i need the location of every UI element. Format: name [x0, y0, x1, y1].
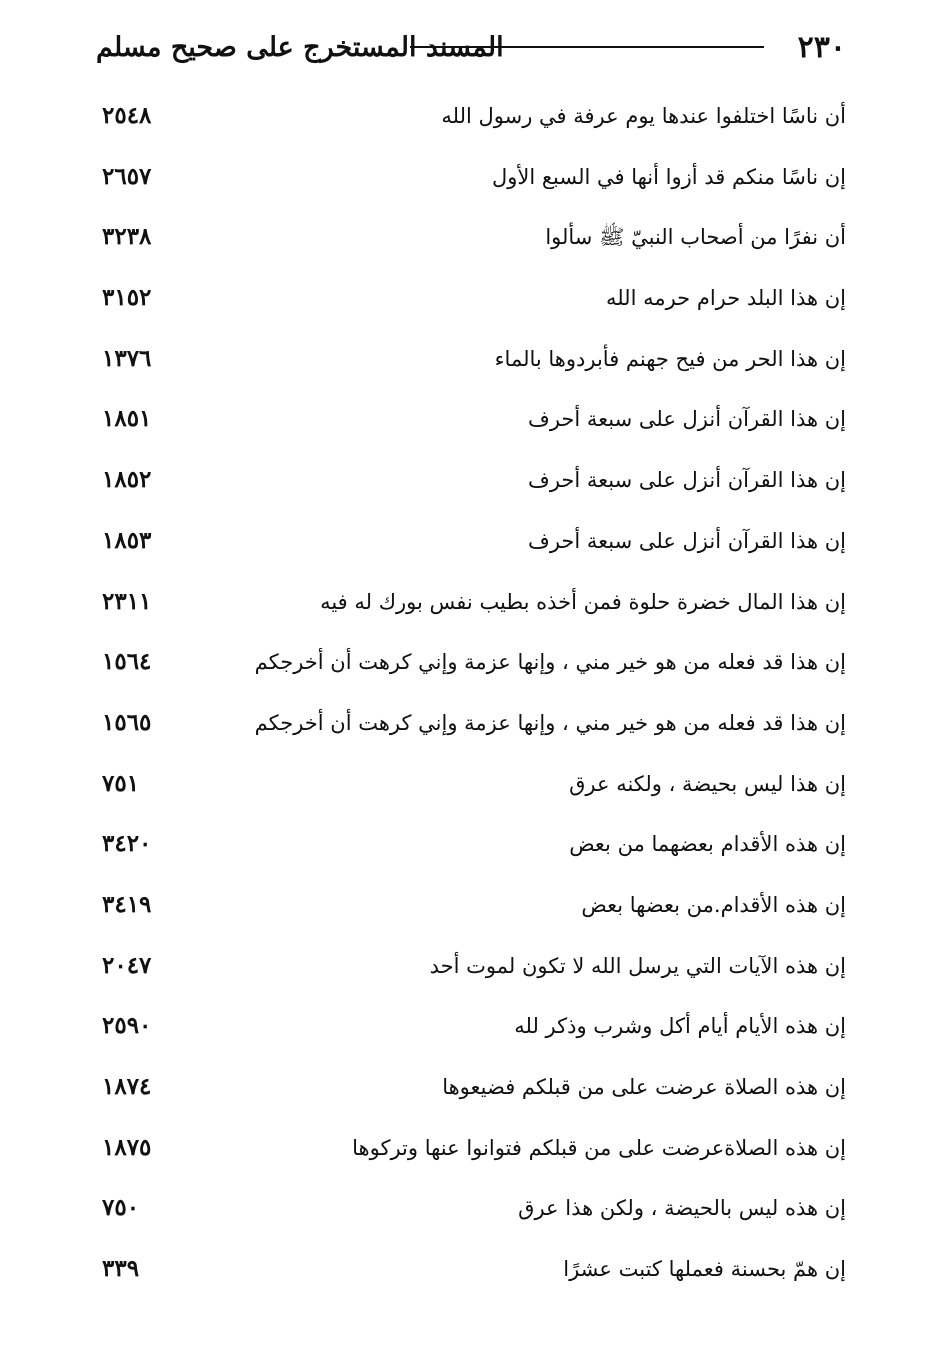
hadith-incipit: إن هذه الصلاة عرضت على من قبلكم فضيعوها: [442, 1075, 846, 1099]
hadith-number: ١٨٧٤: [102, 1073, 152, 1100]
hadith-incipit: إن ناسًا منكم قد أزوا أنها في السبع الأول: [491, 164, 846, 189]
page-header: [96, 28, 846, 72]
hadith-number: ٣٢٣٨: [102, 223, 152, 251]
hadith-number: ٢٠٤٧: [102, 951, 152, 979]
hadith-incipit: أن نفرًا من أصحاب النبيّ ﷺ سألوا: [545, 225, 846, 250]
index-entry: [96, 153, 846, 214]
index-entry: [96, 1063, 846, 1124]
hadith-number: ٢٥٤٨: [102, 102, 152, 129]
hadith-incipit: إن هذه الآيات التي يرسل الله لا تكون لموت أحد: [429, 953, 846, 978]
index-entry: [96, 820, 846, 881]
hadith-incipit: إن هذا ليس بحيضة ، ولكنه عرق: [569, 771, 846, 796]
hadith-number: ٧٥١: [102, 769, 140, 797]
hadith-number: ٣٣٩: [102, 1255, 140, 1283]
hadith-number: ١٨٥٣: [102, 526, 152, 554]
index-entry: [96, 274, 846, 335]
index-entry: [96, 517, 846, 578]
hadith-incipit: إن هذا الحر من فيح جهنم فأبردوها بالماء: [494, 346, 846, 371]
hadith-number: ٢٣١١: [102, 587, 152, 615]
index-entry: [96, 881, 846, 942]
hadith-incipit: إن هذا البلد حرام حرمه الله: [605, 286, 846, 311]
hadith-incipit: إن هذه الأقدام بعضهما من بعض: [569, 832, 846, 857]
index-entry: [96, 456, 846, 517]
hadith-number: ٢٥٩٠: [102, 1012, 152, 1040]
hadith-incipit: أن ناسًا اختلفوا عندها يوم عرفة في رسول الله: [441, 104, 846, 128]
index-entry: [96, 942, 846, 1003]
hadith-incipit: إن هذه الأقدام.من بعضها بعض: [581, 892, 846, 917]
hadith-incipit: إن هذا المال خضرة حلوة فمن أخذه بطيب نفس بورك له فيه: [320, 589, 846, 614]
index-entry: [96, 1124, 846, 1185]
hadith-incipit: إن هذا قد فعله من هو خير مني ، وإنها عزمة وإني كرهت أن أخرجكم: [254, 710, 846, 735]
hadith-incipit: إن همّ بحسنة فعملها كتبت عشرًا: [563, 1257, 846, 1282]
hadith-number: ١٥٦٤: [102, 648, 152, 676]
hadith-incipit: إن هذا قد فعله من هو خير مني ، وإنها عزمة وإني كرهت أن أخرجكم: [254, 650, 846, 675]
hadith-number: ١٨٧٥: [102, 1133, 152, 1161]
hadith-number: ١٥٦٥: [102, 708, 152, 736]
hadith-incipit: إن هذا القرآن أنزل على سبعة أحرف: [528, 407, 846, 432]
hadith-number: ١٨٥٢: [102, 466, 152, 494]
hadith-number: ٣٤٢٠: [102, 830, 152, 858]
index-entry: [96, 335, 846, 396]
index-entry: [96, 213, 846, 274]
page-number: ٢٣٠: [797, 30, 846, 65]
hadith-incipit: إن هذه الأيام أيام أكل وشرب وذكر لله: [514, 1014, 846, 1039]
hadith-incipit: إن هذه ليس بالحيضة ، ولكن هذا عرق: [518, 1196, 846, 1221]
hadith-number: ١٨٥١: [102, 405, 152, 433]
hadith-number: ٣٤١٩: [102, 890, 152, 918]
index-entry: [96, 1184, 846, 1245]
index-entry: [96, 578, 846, 639]
index-entry: [96, 699, 846, 760]
running-title: المسند المستخرج على صحيح مسلم: [96, 32, 504, 63]
index-entry: [96, 760, 846, 821]
index-entry: [96, 1245, 846, 1306]
index-entry: [96, 1002, 846, 1063]
index-entry: [96, 638, 846, 699]
hadith-incipit: إن هذه الصلاةعرضت على من قبلكم فتوانوا عنها وتركوها: [352, 1135, 846, 1160]
hadith-incipit: إن هذا القرآن أنزل على سبعة أحرف: [528, 468, 846, 493]
hadith-number: ٧٥٠: [102, 1194, 140, 1222]
hadith-incipit: إن هذا القرآن أنزل على سبعة أحرف: [528, 528, 846, 553]
index-entry: [96, 395, 846, 456]
index-entries: [96, 92, 846, 1306]
index-entry: [96, 92, 846, 153]
hadith-number: ٢٦٥٧: [102, 162, 152, 190]
hadith-number: ٣١٥٢: [102, 284, 152, 312]
hadith-number: ١٣٧٦: [102, 344, 152, 372]
